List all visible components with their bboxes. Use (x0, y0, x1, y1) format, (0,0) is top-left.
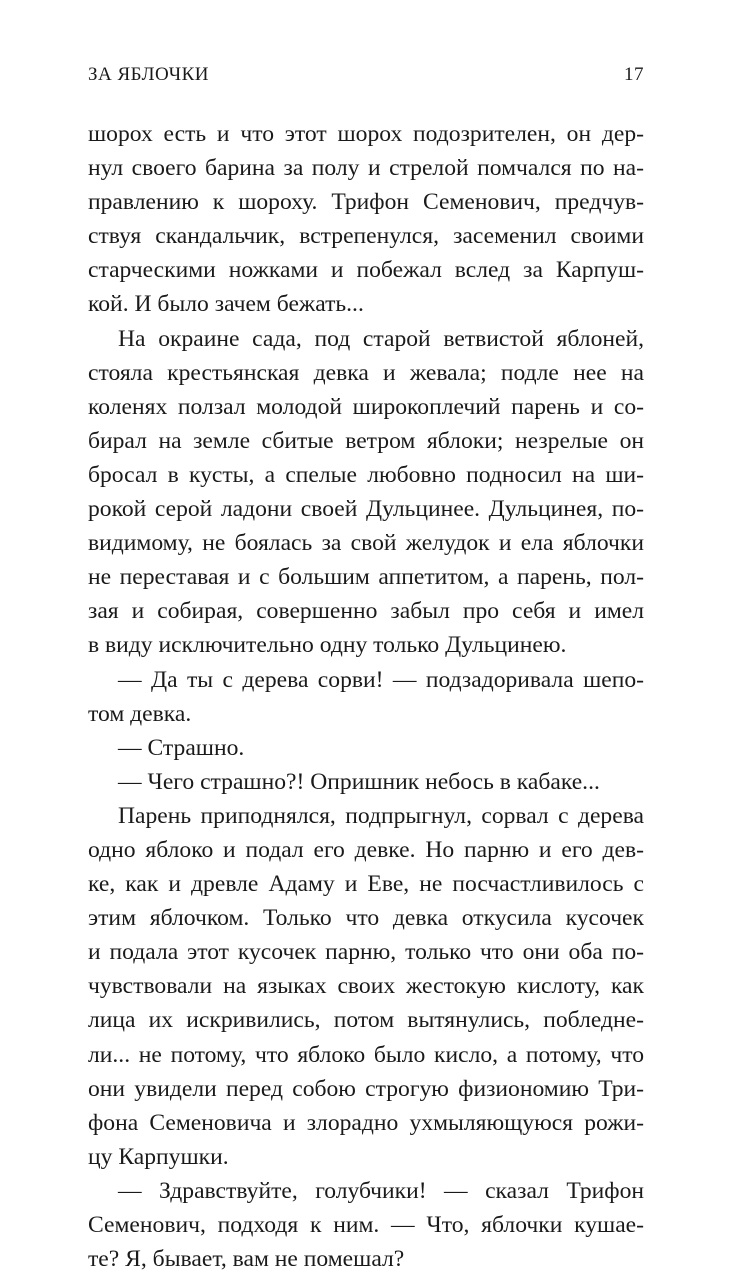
text-line: они увидели перед собою строгую физиономию Три- (88, 1075, 644, 1102)
text-line: в виду исключительно одну только Дульцинею. (88, 632, 567, 659)
text-line: правлению к шороху. Трифон Семенович, предчув- (88, 189, 644, 216)
text-line: — Здравствуйте, голубчики! — сказал Трифон (118, 1177, 644, 1204)
text-line: том девка. (88, 700, 192, 727)
text-line: кой. И было зачем бежать... (88, 291, 364, 318)
text-line: — Да ты с дерева сорви! — подзадоривала шепо- (118, 666, 644, 693)
text-line: те? Я, бывает, вам не помешал? (88, 1246, 405, 1273)
body-text (88, 117, 644, 1276)
book-page (88, 0, 644, 1273)
text-line: На окраине сада, под старой ветвистой яблоней, (118, 325, 644, 352)
text-line: фона Семеновича и злорадно ухмыляющуюся рожи- (88, 1109, 644, 1136)
text-line: — Страшно. (118, 734, 245, 761)
text-line: ствуя скандальчик, встрепенулся, засеменил своими (88, 223, 644, 250)
page-number: 17 (624, 64, 644, 85)
running-title: ЗА ЯБЛОЧКИ (88, 64, 209, 85)
text-line: бросал в кусты, а спелые любовно подносил на ши- (88, 461, 644, 488)
text-line: Семенович, подходя к ним. — Что, яблочки кушае- (88, 1212, 644, 1238)
running-header (88, 64, 644, 92)
text-line: лица их искривились, потом вытянулись, побледне- (88, 1007, 644, 1034)
text-line: коленях ползал молодой широкоплечий парень и со- (88, 393, 644, 420)
text-line: ли... не потому, что яблоко было кисло, а потому, что (88, 1041, 644, 1068)
text-line: — Чего страшно?! Опришник небось в кабаке... (118, 768, 600, 795)
text-line: и подала этот кусочек парню, только что они оба по- (88, 939, 644, 966)
text-line: не переставая и с большим аппетитом, а парень, пол- (88, 564, 644, 591)
text-line: чувствовали на языках своих жестокую кислоту, как (88, 973, 644, 1000)
text-line: одно яблоко и подал его девке. Но парню и его дев- (88, 836, 644, 863)
text-line: Парень приподнялся, подпрыгнул, сорвал с дерева (118, 802, 644, 829)
text-line: нул своего барина за полу и стрелой помчался по на- (88, 155, 644, 182)
text-line: этим яблочком. Только что девка откусила кусочек (88, 905, 644, 932)
text-line: шорох есть и что этот шорох подозрителен, он дер- (88, 121, 644, 147)
text-line: ке, как и древле Адаму и Еве, не посчастливилось с (88, 871, 644, 898)
text-line: рокой серой ладони своей Дульцинее. Дульцинея, по- (88, 496, 644, 523)
text-line: стояла крестьянская девка и жевала; подле нее на (88, 359, 644, 386)
text-line: бирал на земле сбитые ветром яблоки; незрелые он (88, 427, 644, 454)
text-line: зая и собирая, совершенно забыл про себя и имел (88, 598, 644, 625)
text-line: видимому, не боялась за свой желудок и ела яблочки (88, 530, 644, 557)
text-line: старческими ножками и побежал вслед за Карпуш- (88, 257, 644, 284)
text-line: цу Карпушки. (88, 1143, 229, 1170)
